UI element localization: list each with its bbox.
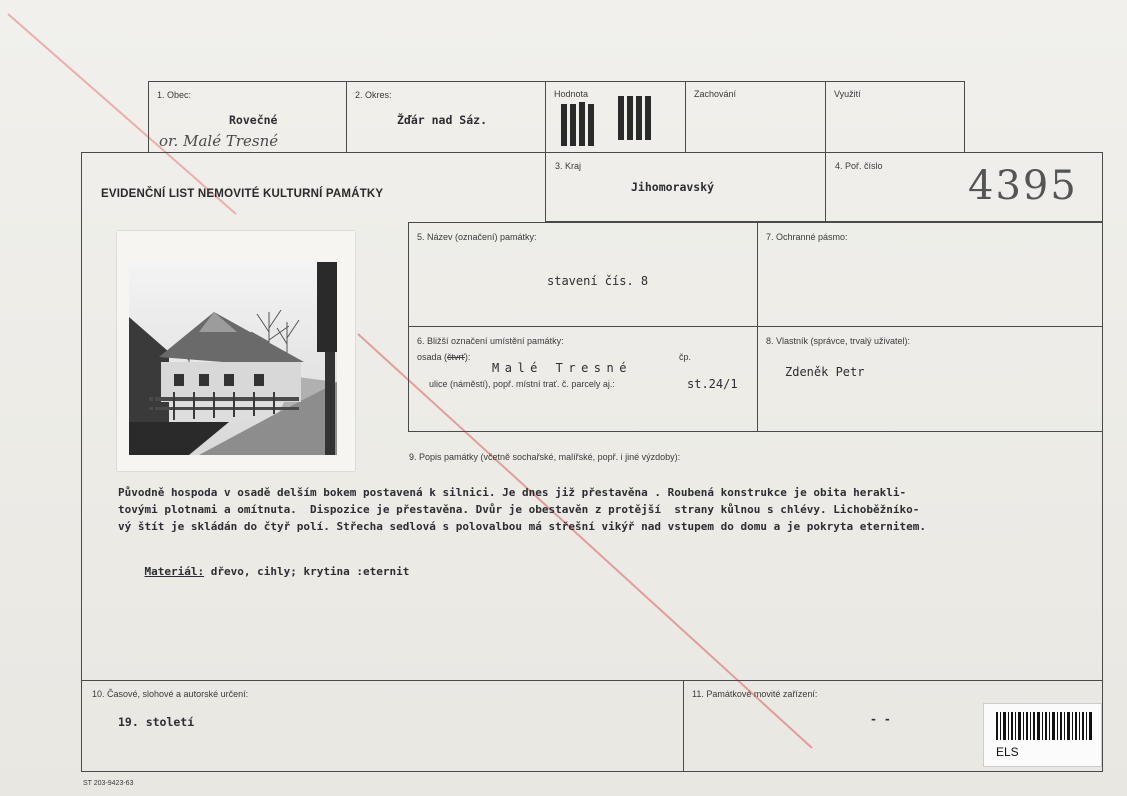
document-title: EVIDENČNÍ LIST NEMOVITÉ KULTURNÍ PAMÁTKY — [101, 188, 384, 200]
label-obec: 1. Obec: — [157, 90, 192, 100]
value-movite: - - — [870, 712, 891, 726]
value-parcela: st.24/1 — [687, 377, 738, 391]
label-ochranne-pasmo: 7. Ochranné pásmo: — [766, 232, 848, 242]
material-line — [118, 546, 409, 597]
field-okres — [346, 81, 546, 153]
field-zachovani — [685, 81, 826, 153]
osada-suffix: ): — [464, 352, 471, 362]
label-vyuziti: Využití — [834, 89, 861, 99]
label-kraj: 3. Kraj — [555, 161, 582, 171]
label-movite: 11. Památkové movité zařízení: — [692, 689, 818, 699]
label-umisteni: 6. Bližší označení umístění památky: — [417, 336, 564, 346]
field-por-cislo — [825, 152, 1103, 222]
monument-photo — [117, 231, 355, 471]
label-popis: 9. Popis památky (včetně sochařské, malířské, popř. i jiné výzdoby): — [409, 452, 681, 462]
popis-text — [118, 484, 1088, 535]
footer-code: ST 203-9423-63 — [83, 780, 134, 787]
value-osada: Malé Tresné — [492, 361, 632, 375]
label-cp: čp. — [679, 352, 692, 362]
value-okres: Žďár nad Sáz. — [397, 113, 488, 127]
house-photo-image — [129, 262, 337, 455]
value-obec: Rovečné — [229, 113, 278, 127]
barcode-icon — [996, 712, 1096, 740]
label-hodnota: Hodnota — [554, 89, 589, 99]
field-hodnota — [545, 81, 686, 153]
barcode-sticker — [983, 703, 1102, 767]
label-okres: 2. Okres: — [355, 90, 392, 100]
field-umisteni — [408, 326, 758, 432]
label-por-cislo: 4. Poř. číslo — [835, 161, 883, 171]
value-kraj: Jihomoravský — [631, 180, 715, 194]
field-nazev — [408, 222, 758, 327]
field-ochranne-pasmo — [757, 222, 1103, 327]
popis-line-3: vý štít je skládán do čtyř polí. Střecha sedlová s polovalbou má střešní vikýř nad vstupem do domu a je pokryta eternitem. — [118, 520, 926, 533]
barcode-text: ELS — [996, 745, 1019, 759]
popis-line-1: Původně hospoda v osadě delším bokem postavená k silnici. Je dnes již přestavěna . Roubená konstrukce je obita herakli- — [118, 486, 907, 499]
field-vlastnik — [757, 326, 1103, 432]
label-nazev: 5. Název (označení) památky: — [417, 232, 537, 242]
label-ulice: ulice (náměstí), popř. místní trať. č. parcely aj.: — [429, 379, 615, 389]
handwritten-obec-note: or. Malé Tresné — [159, 132, 279, 150]
label-urceni: 10. Časové, slohové a autorské určení: — [92, 689, 249, 699]
field-urceni — [81, 680, 684, 772]
field-vyuziti — [825, 81, 965, 153]
osada-prefix: osada ( — [417, 352, 448, 362]
label-zachovani: Zachování — [694, 89, 737, 99]
material-label: Materiál: — [144, 565, 205, 578]
value-urceni: 19. století — [118, 715, 195, 729]
value-nazev: stavení čís. 8 — [547, 274, 649, 288]
field-kraj — [545, 152, 826, 222]
osada-struck: čtvrť — [447, 352, 465, 362]
value-vlastnik: Zdeněk Petr — [785, 365, 865, 379]
value-por-cislo: 4395 — [968, 163, 1078, 209]
hodnota-stamp-marks — [546, 82, 687, 154]
label-vlastnik: 8. Vlastník (správce, trvalý uživatel): — [766, 336, 911, 346]
popis-line-2: tovými plotnami a omítnuta. Dispozice je přestavěna. Dvůr je obestavěn z protější strany kůlnou s chlévy. Lichoběžníko- — [118, 503, 920, 516]
material-value: dřevo, cihly; krytina :eternit — [204, 565, 410, 578]
label-osada — [417, 352, 470, 362]
field-obec — [148, 81, 347, 153]
